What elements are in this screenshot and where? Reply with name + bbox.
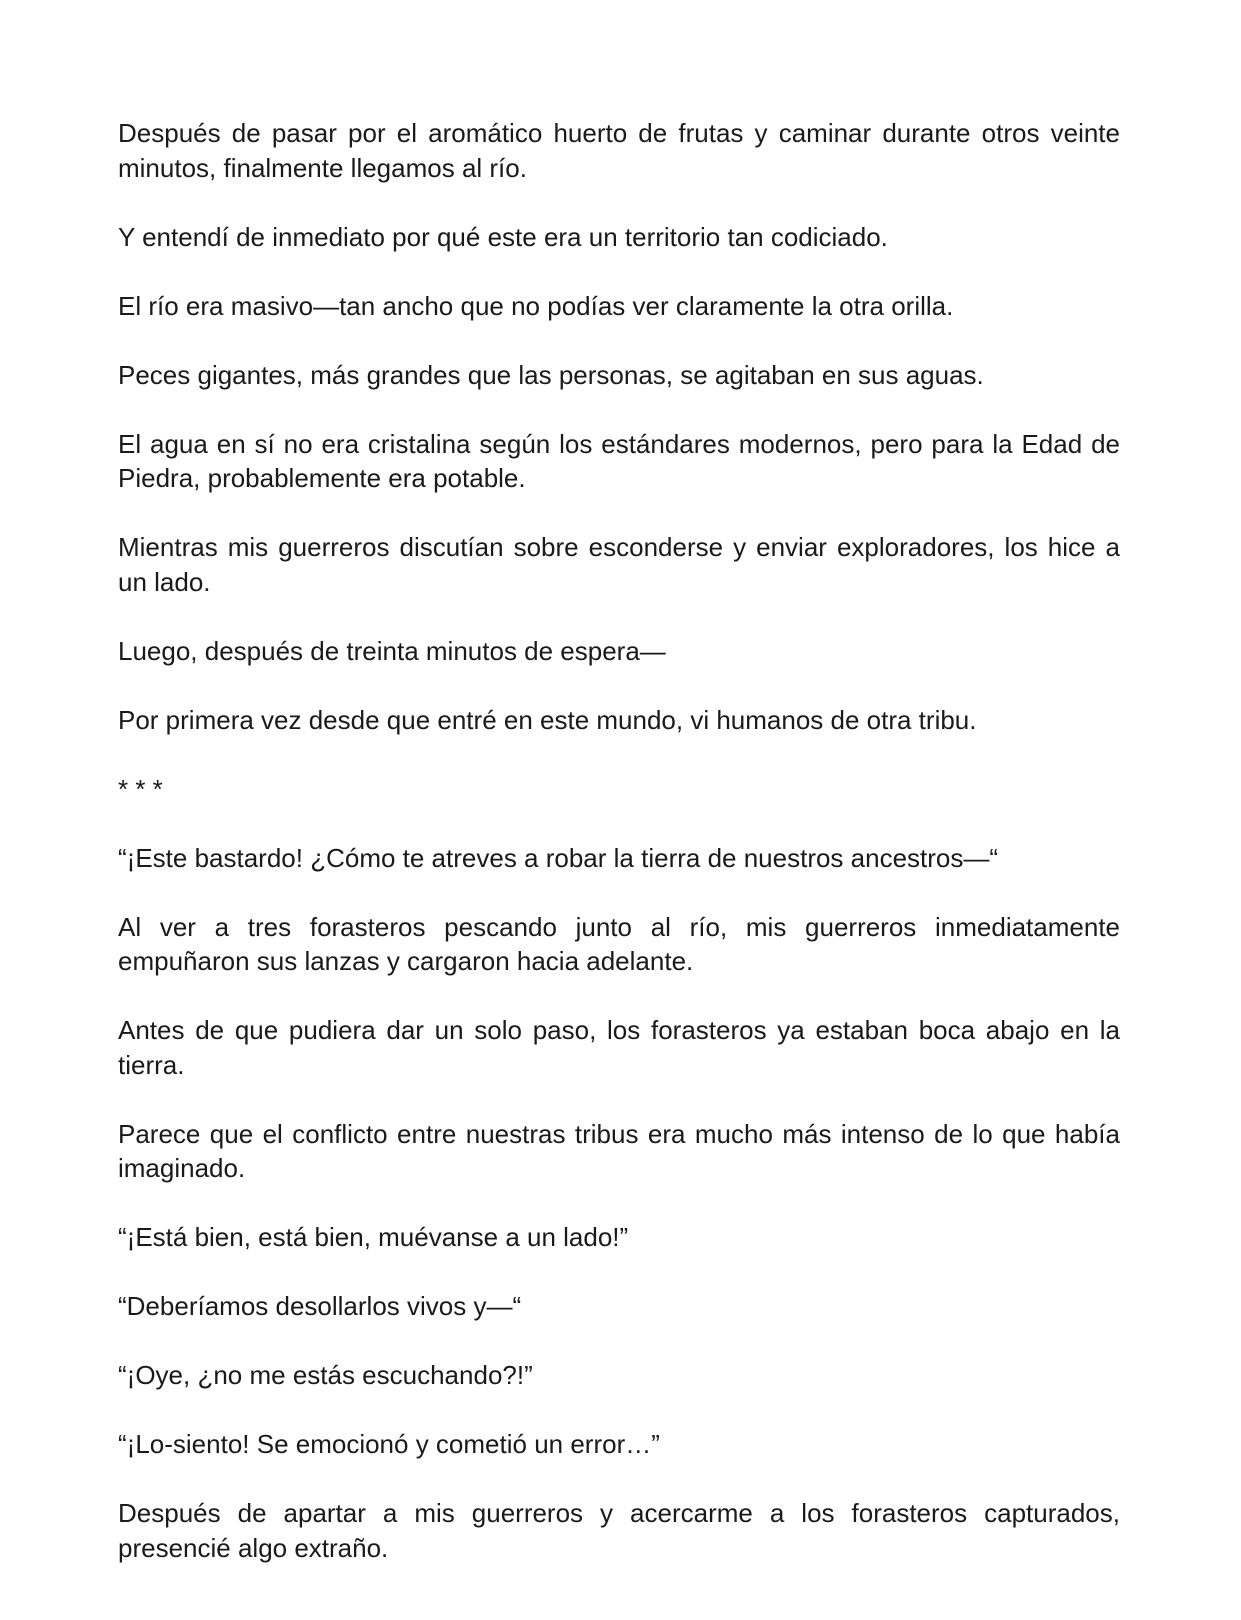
paragraph: Parece que el conflicto entre nuestras tribus era mucho más intenso de lo que había imaginado. xyxy=(118,1118,1120,1183)
dialogue-line: “¡Este bastardo! ¿Cómo te atreves a robar la tierra de nuestros ancestros—“ xyxy=(118,842,999,873)
body-text xyxy=(118,116,1120,1565)
dialogue-line: “Deberíamos desollarlos vivos y—“ xyxy=(118,1291,522,1321)
dialogue-line: “¡Lo-siento! Se emocionó y cometió un error…” xyxy=(118,1429,660,1459)
paragraph: Por primera vez desde que entré en este mundo, vi humanos de otra tribu. xyxy=(118,704,977,735)
scene-break: * * * xyxy=(118,773,163,804)
dialogue-line: “¡Oye, ¿no me estás escuchando?!” xyxy=(118,1360,533,1390)
paragraph: Después de apartar a mis guerreros y acercarme a los forasteros capturados, presencié algo extraño. xyxy=(118,1498,1120,1563)
paragraph: Después de pasar por el aromático huerto de frutas y caminar durante otros veinte minutos, finalmente llegamos al río. xyxy=(118,118,1120,183)
paragraph: Al ver a tres forasteros pescando junto al río, mis guerreros inmediatamente empuñaron sus lanzas y cargaron hacia adelante. xyxy=(118,911,1120,976)
paragraph: El agua en sí no era cristalina según los estándares modernos, pero para la Edad de Piedra, probablemente era potable. xyxy=(118,428,1120,493)
paragraph: Luego, después de treinta minutos de espera— xyxy=(118,635,666,666)
paragraph: Peces gigantes, más grandes que las personas, se agitaban en sus aguas. xyxy=(118,359,984,390)
paragraph: Mientras mis guerreros discutían sobre esconderse y enviar exploradores, los hice a un lado. xyxy=(118,532,1120,597)
paragraph: Antes de que pudiera dar un solo paso, los forasteros ya estaban boca abajo en la tierra. xyxy=(118,1015,1120,1080)
paragraph: Y entendí de inmediato por qué este era un territorio tan codiciado. xyxy=(118,221,888,252)
paragraph: El río era masivo—tan ancho que no podías ver claramente la otra orilla. xyxy=(118,290,954,321)
dialogue-line: “¡Está bien, está bien, muévanse a un lado!” xyxy=(118,1222,629,1252)
